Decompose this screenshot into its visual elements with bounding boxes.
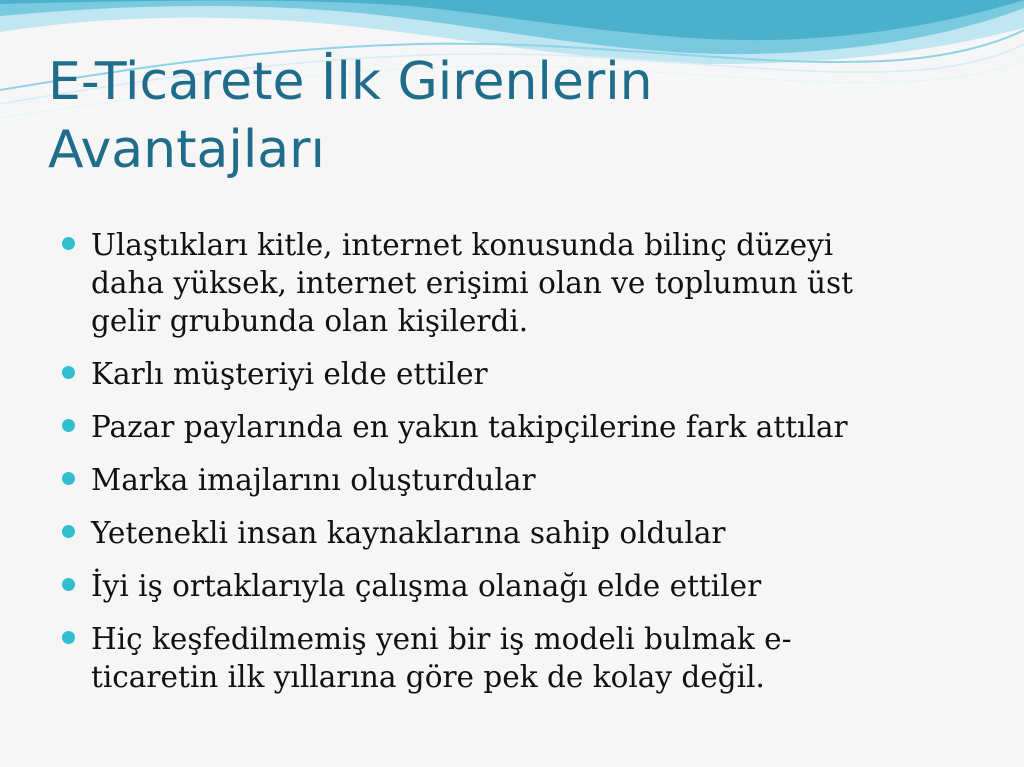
bullet-item [62, 226, 982, 340]
bullet-line: Marka imajlarını oluşturdular [91, 463, 536, 497]
bullet-line: gelir grubunda olan kişilerdi. [91, 304, 529, 338]
slide-title-line: Avantajları [48, 120, 325, 180]
slide-title-line: E-Ticarete İlk Girenlerin [48, 52, 653, 112]
bullet-line: Hiç keşfedilmemiş yeni bir iş modeli bulmak e- [91, 622, 792, 656]
circle-bullet-icon [62, 578, 75, 591]
bullet-line: daha yüksek, internet erişimi olan ve toplumun üst [91, 266, 854, 300]
bullet-item [62, 408, 982, 446]
slide-title [48, 48, 988, 184]
circle-bullet-icon [62, 419, 75, 432]
bullet-list [62, 226, 982, 696]
circle-bullet-icon [62, 366, 75, 379]
bullet-item [62, 461, 982, 499]
circle-bullet-icon [62, 472, 75, 485]
circle-bullet-icon [62, 237, 75, 250]
bullet-line: Pazar paylarında en yakın takipçilerine fark attılar [91, 410, 848, 444]
bullet-line: Yetenekli insan kaynaklarına sahip oldular [91, 516, 726, 550]
circle-bullet-icon [62, 631, 75, 644]
bullet-line: İyi iş ortaklarıyla çalışma olanağı elde ettiler [91, 569, 762, 603]
bullet-item [62, 514, 982, 552]
bullet-item [62, 355, 982, 393]
bullet-line: ticaretin ilk yıllarına göre pek de kolay değil. [91, 660, 765, 694]
circle-bullet-icon [62, 525, 75, 538]
bullet-item [62, 567, 982, 605]
bullet-line: Ulaştıkları kitle, internet konusunda bilinç düzeyi [91, 228, 834, 262]
bullet-item [62, 620, 982, 696]
bullet-line: Karlı müşteriyi elde ettiler [91, 357, 488, 391]
